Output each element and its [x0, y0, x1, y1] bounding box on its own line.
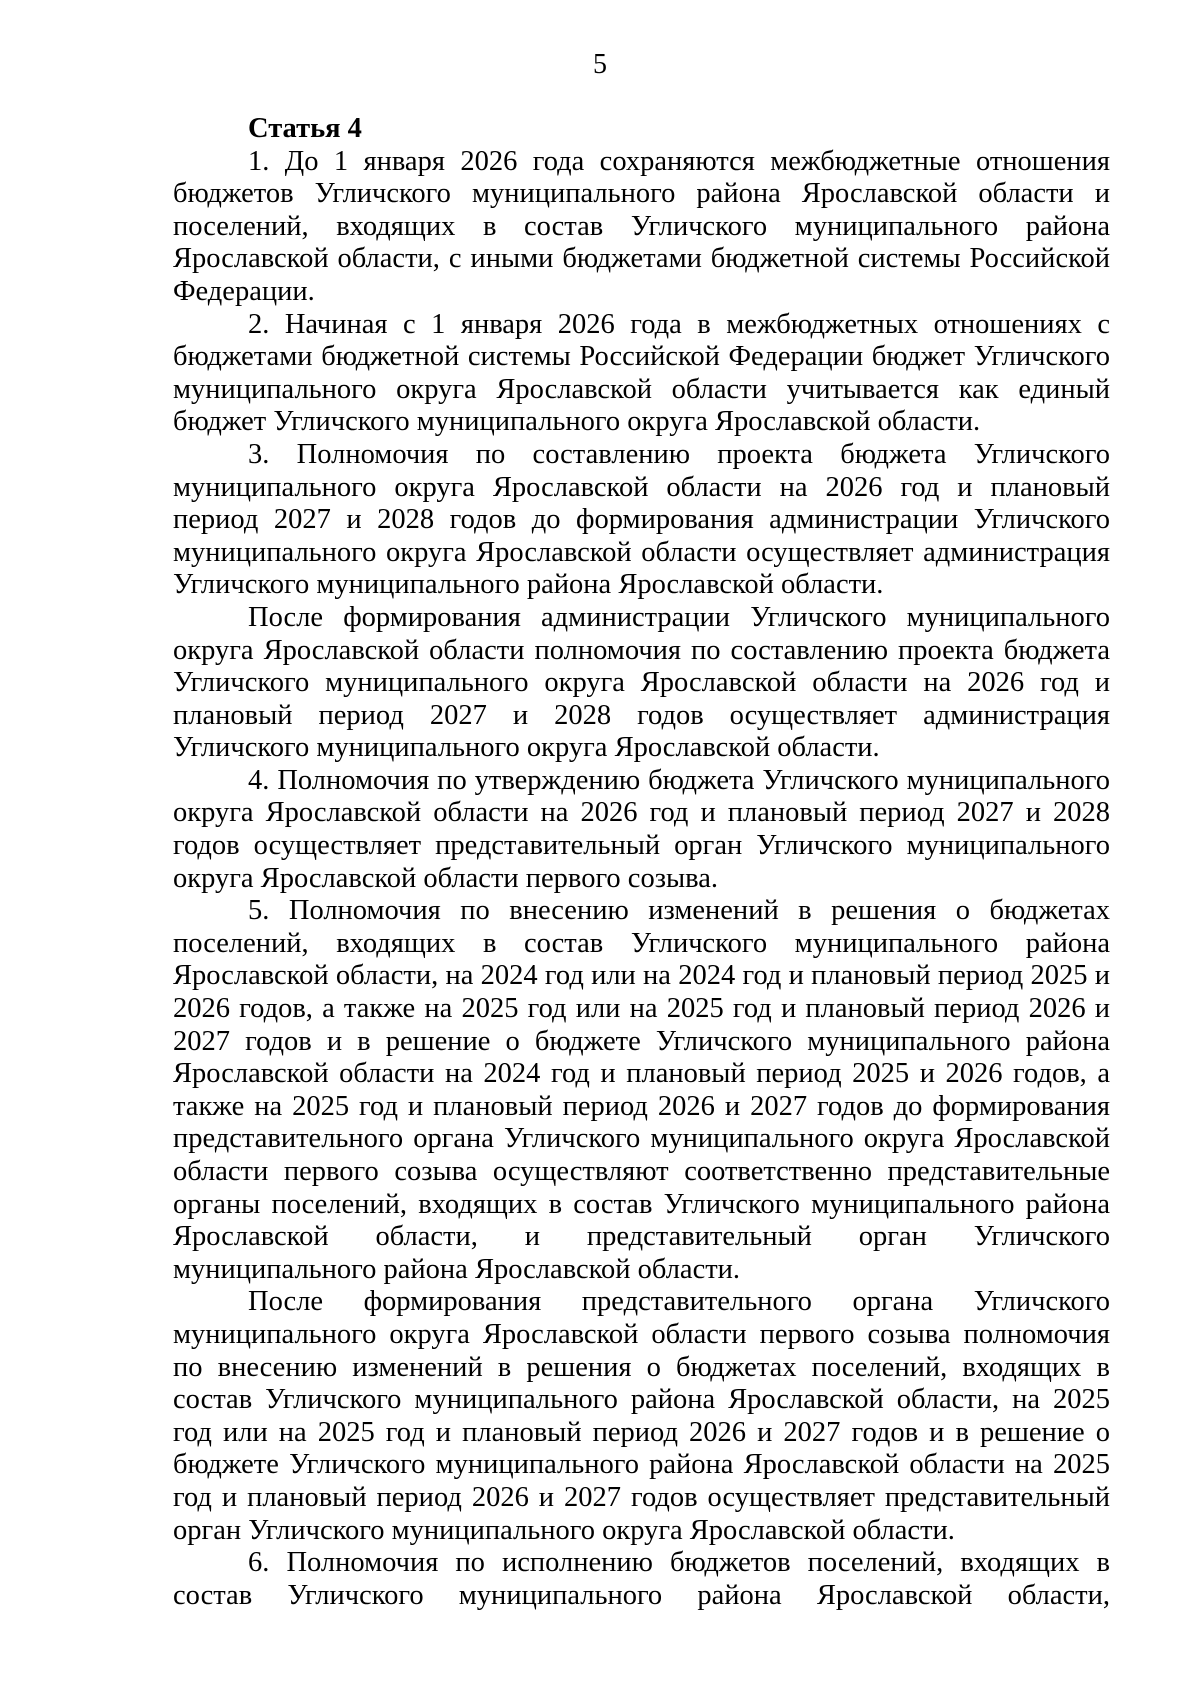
paragraph-6: 6. Полномочия по исполнению бюджетов поселений, входящих в состав Угличского муниципального района Ярославской области,: [173, 1547, 1110, 1611]
paragraph-2: 2. Начиная с 1 января 2026 года в межбюджетных отношениях с бюджетами бюджетной системы Российской Федерации бюджет Угличского муниципального округа Ярославской области учитывается как единый бюджет Угличского муниципального округа Ярославской области.: [173, 308, 1110, 438]
paragraph-3-continuation: После формирования администрации Угличского муниципального округа Ярославской области полномочия по составлению проекта бюджета Угличского муниципального округа Ярославской области на 2026 год и плановый период 2027 и 2028 годов осуществляет администрация Угличского муниципального округа Ярославской области.: [173, 601, 1110, 764]
paragraph-5-continuation: После формирования представительного органа Угличского муниципального округа Ярославской области первого созыва полномочия по внесению изменений в решения о бюджетах поселений, входящих в состав Угличского муниципального района Ярославской области, на 2025 год или на 2025 год и плановый период 2026 и 2027 годов и в решение о бюджете Угличского муниципального района Ярославской области на 2025 год и плановый период 2026 и 2027 годов осуществляет представительный орган Угличского муниципального округа Ярославской области.: [173, 1286, 1110, 1546]
article-body: [173, 113, 1110, 1612]
paragraph-3: 3. Полномочия по составлению проекта бюджета Угличского муниципального округа Ярославской области на 2026 год и плановый период 2027 и 2028 годов до формирования администрации Угличского муниципального округа Ярославской области осуществляет администрация Угличского муниципального района Ярославской области.: [173, 438, 1110, 601]
page-number: 5: [593, 49, 607, 80]
paragraph-1: 1. До 1 января 2026 года сохраняются межбюджетные отношения бюджетов Угличского муниципального района Ярославской области и поселений, входящих в состав Угличского муниципального района Ярославской области, с иными бюджетами бюджетной системы Российской Федерации.: [173, 145, 1110, 307]
article-heading: Статья 4: [248, 113, 362, 144]
paragraph-4: 4. Полномочия по утверждению бюджета Угличского муниципального округа Ярославской области на 2026 год и плановый период 2027 и 2028 годов осуществляет представительный орган Угличского муниципального округа Ярославской области первого созыва.: [173, 764, 1110, 894]
paragraph-5: 5. Полномочия по внесению изменений в решения о бюджетах поселений, входящих в состав Угличского муниципального района Ярославской области, на 2024 год или на 2024 год и плановый период 2025 и 2026 годов, а также на 2025 год или на 2025 год и плановый период 2026 и 2027 годов и в решение о бюджете Угличского муниципального района Ярославской области на 2024 год и плановый период 2025 и 2026 годов, а также на 2025 год и плановый период 2026 и 2027 годов до формирования представительного органа Угличского муниципального округа Ярославской области первого созыва осуществляют соответственно представительные органы поселений, входящих в состав Угличского муниципального района Ярославской области, и представительный орган Угличского муниципального района Ярославской области.: [173, 895, 1110, 1285]
